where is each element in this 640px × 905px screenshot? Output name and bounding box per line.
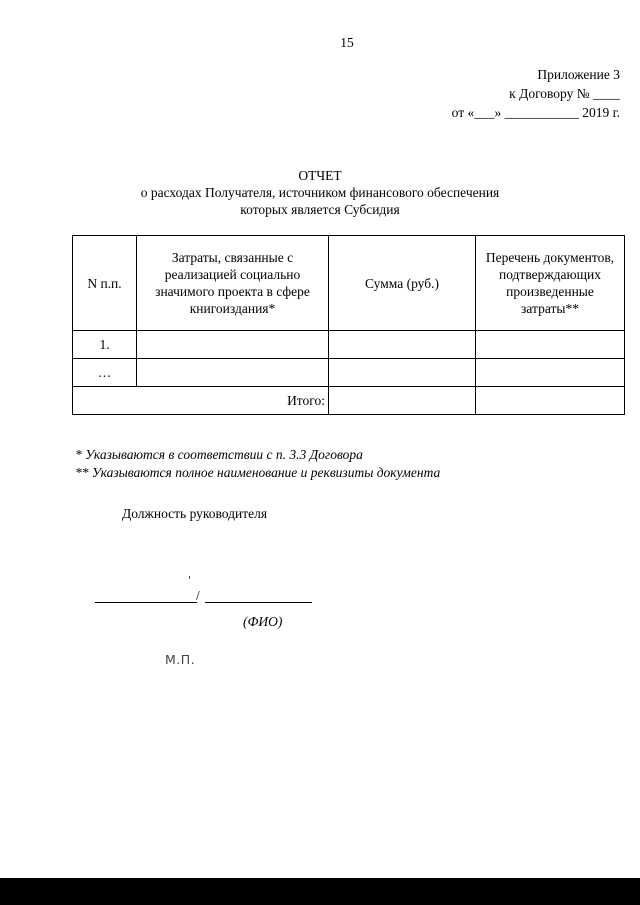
expense-report-table [72, 235, 625, 415]
signature-line [95, 602, 197, 603]
header-amount: Сумма (руб.) [329, 236, 476, 331]
table-cell [137, 331, 329, 359]
table-cell [476, 359, 625, 387]
scan-bottom-border [0, 878, 640, 905]
report-subtitle-line2: которых является Субсидия [240, 202, 400, 217]
table-cell: … [73, 359, 137, 387]
table-cell [329, 331, 476, 359]
table-header-row [73, 236, 625, 331]
table-row [73, 331, 625, 359]
report-heading: ОТЧЕТ [298, 168, 342, 183]
annex-header [452, 65, 620, 122]
report-subtitle-line1: о расходах Получателя, источником финансового обеспечения [140, 185, 500, 200]
total-amount-cell [329, 387, 476, 415]
total-documents-cell [476, 387, 625, 415]
footnote-1: * Указываются в соответствии с п. 3.3 Договора [75, 447, 363, 462]
footnotes [75, 446, 440, 482]
scan-mark [189, 576, 190, 579]
footnote-2: ** Указываются полное наименование и реквизиты документа [75, 465, 441, 480]
total-label: Итого: [73, 387, 329, 415]
header-row-number: N п.п. [73, 236, 137, 331]
signature-separator: / [196, 588, 200, 603]
table-cell [329, 359, 476, 387]
page-number: 15 [340, 35, 354, 50]
table-row [73, 359, 625, 387]
header-documents: Перечень документов, подтверждающих произведенные затраты** [476, 236, 625, 331]
fio-line [205, 602, 312, 603]
annex-contract-ref: к Договору № ____ [509, 86, 620, 101]
table-cell: 1. [73, 331, 137, 359]
stamp-label: М.П. [165, 652, 196, 667]
annex-title: Приложение 3 [537, 67, 620, 82]
annex-date: от «___» ___________ 2019 г. [451, 105, 620, 120]
fio-label: (ФИО) [243, 614, 283, 629]
position-label: Должность руководителя [122, 506, 268, 521]
table-cell [476, 331, 625, 359]
table-total-row [73, 387, 625, 415]
report-title-block [0, 167, 640, 218]
table-cell [137, 359, 329, 387]
header-expenses: Затраты, связанные с реализацией социально значимого проекта в сфере книгоиздания* [137, 236, 329, 331]
